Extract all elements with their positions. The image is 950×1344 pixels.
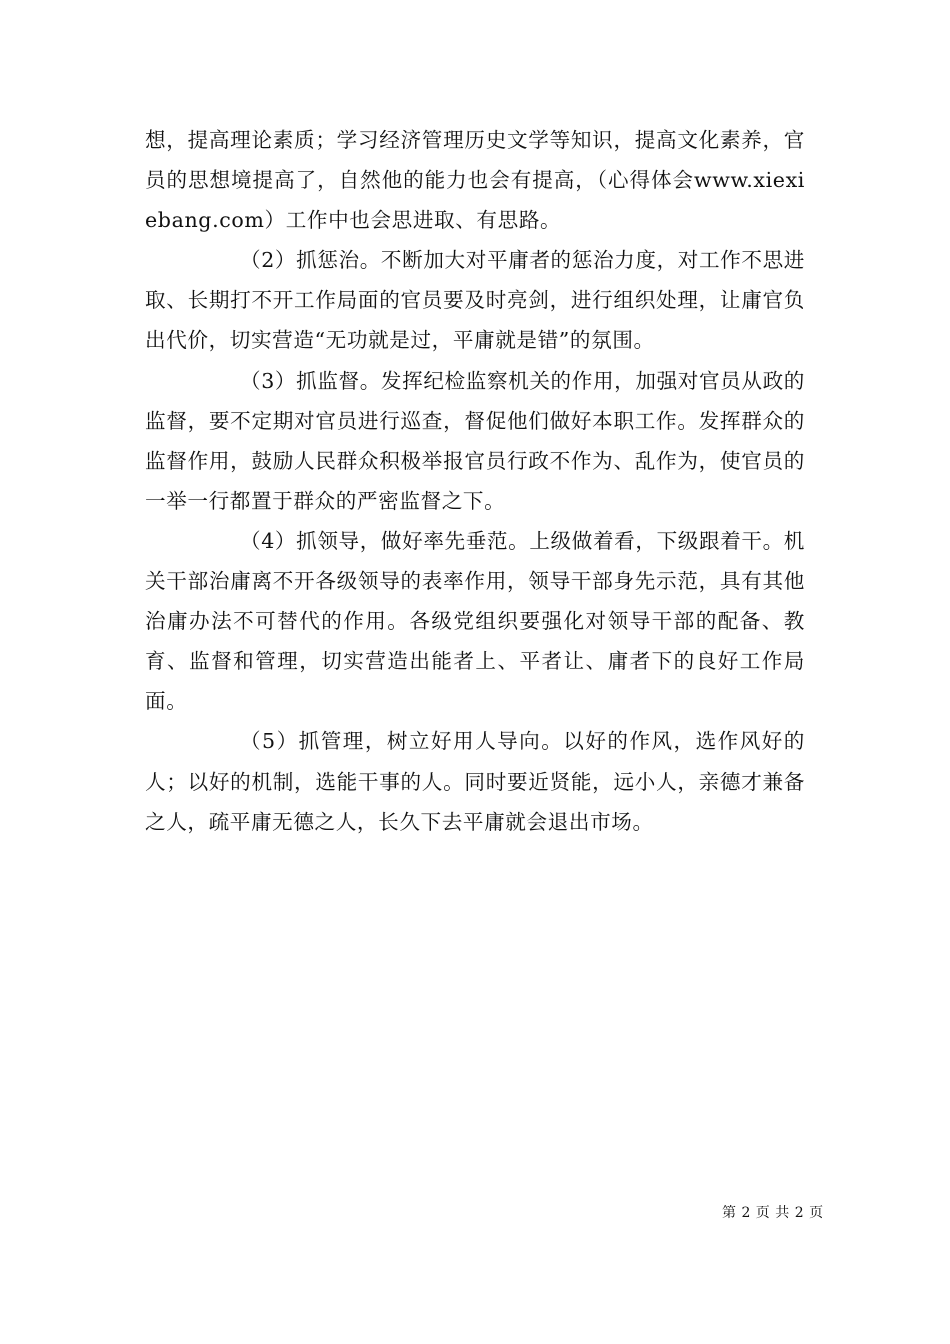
document-body <box>145 120 805 842</box>
paragraph-item-3: （3）抓监督。发挥纪检监察机关的作用，加强对官员从政的监督，要不定期对官员进行巡查，督促他们做好本职工作。发挥群众的监督作用，鼓励人民群众积极举报官员行政不作为、乱作为，使官员的一举一行都置于群众的严密监督之下。 <box>145 368 805 513</box>
paragraph-item-4: （4）抓领导，做好率先垂范。上级做着看，下级跟着干。机关干部治庸离不开各级领导的表率作用，领导干部身先示范，具有其他治庸办法不可替代的作用。各级党组织要强化对领导干部的配备、教育、监督和管理，切实营造出能者上、平者让、庸者下的良好工作局面。 <box>145 528 805 714</box>
paragraph-item-5: （5）抓管理，树立好用人导向。以好的作风，选作风好的人；以好的机制，选能干事的人。同时要近贤能，远小人，亲德才兼备之人，疏平庸无德之人，长久下去平庸就会退出市场。 <box>145 729 805 834</box>
paragraph-item-2: （2）抓惩治。不断加大对平庸者的惩治力度，对工作不思进取、长期打不开工作局面的官员要及时亮剑，进行组织处理，让庸官负出代价，切实营造“无功就是过，平庸就是错”的氛围。 <box>145 248 805 353</box>
paragraph-continuation: 想，提高理论素质；学习经济管理历史文学等知识，提高文化素养，官员的思想境提高了，自然他的能力也会有提高，（心得体会www.xiexiebang.com）工作中也会思进取、有思路。 <box>145 128 805 233</box>
page-number-footer: 第 2 页 共 2 页 <box>722 1205 824 1221</box>
